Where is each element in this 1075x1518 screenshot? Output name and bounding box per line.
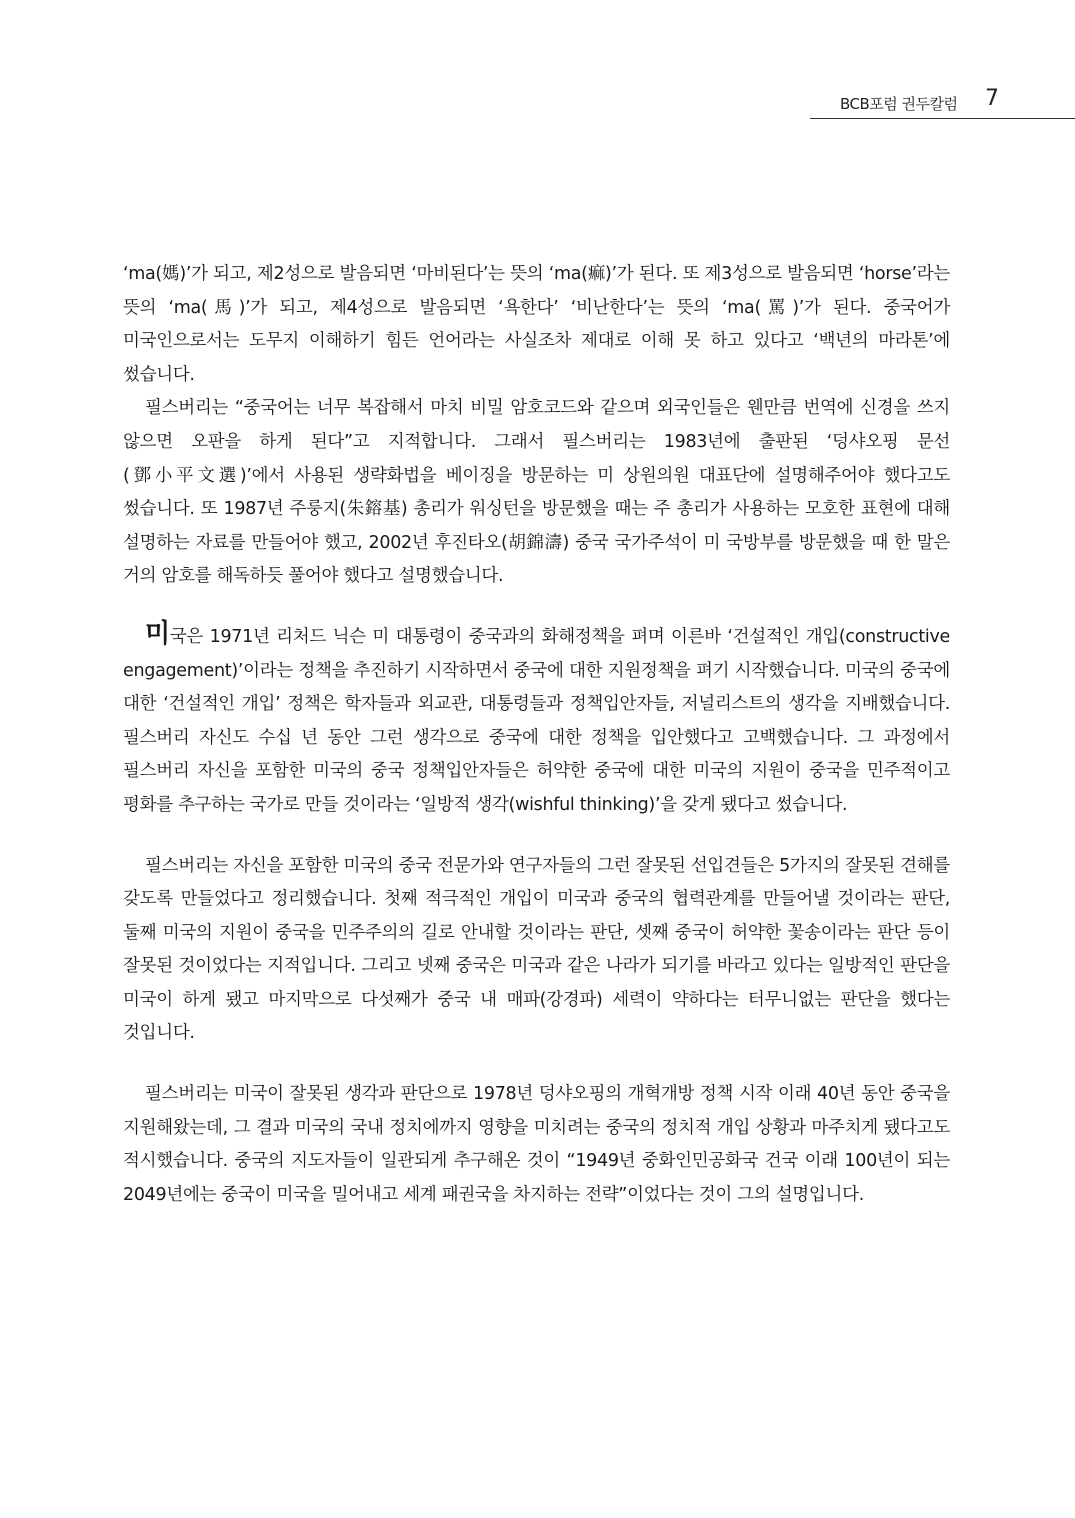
paragraph-1: ‘ma(媽)’가 되고, 제2성으로 발음되면 ‘마비된다’는 뜻의 ‘ma(痲)’가 된다. 또 제3성으로 발음되면 ‘horse’라는 뜻의 ‘ma(馬)’가 되고, 제4성으로 발음되면 ‘욕한다’ ‘비난한다’는 뜻의 ‘ma(罵)’가 된다. 중국어가 미국인으로서는 도무지 이해하기 힘든 언어라는 사실조차 제대로 이해 못 하고 있다고 ‘백년의 마라톤’에 썼습니다. (123, 264, 950, 385)
paragraph-3-text: 국은 1971년 리처드 닉슨 미 대통령이 중국과의 화해정책을 펴며 이른바 ‘건설적인 개입(constructive engagement)’이라는 정책을 추진하기 시작하면서 중국에 대한 지원정책을 펴기 시작했습니다. 미국의 중국에 대한 ‘건설적인 개입’ 정책은 학자들과 외교관, 대통령들과 정책입안자들, 저널리스트의 생각을 지배했습니다. 필스버리 자신도 수십 년 동안 그런 생각으로 중국에 대한 정책을 입안했다고 고백했습니다. 그 과정에서 필스버리 자신을 포함한 미국의 중국 정책입안자들은 허약한 중국에 대한 미국의 지원이 중국을 민주적이고 평화를 추구하는 국가로 만들 것이라는 ‘일방적 생각(wishful thinking)’을 갖게 됐다고 썼습니다. (123, 626, 950, 815)
article-body (123, 258, 950, 1212)
paragraph-4: 필스버리는 자신을 포함한 미국의 중국 전문가와 연구자들의 그런 잘못된 선입견들은 5가지의 잘못된 견해를 갖도록 만들었다고 정리했습니다. 첫째 적극적인 개입이 미국과 중국의 협력관계를 만들어낼 것이라는 판단, 둘째 미국의 지원이 중국을 민주주의의 길로 안내할 것이라는 판단, 셋째 중국이 허약한 꽃송이라는 판단 등이 잘못된 것이었다는 지적입니다. 그리고 넷째 중국은 미국과 같은 나라가 되기를 바라고 있다는 일방적인 판단을 미국이 하게 됐고 마지막으로 다섯째가 중국 내 매파(강경파) 세력이 약하다는 터무니없는 판단을 했다는 것입니다. (123, 855, 950, 1044)
column-title: BCB포럼 권두칼럼 (840, 95, 958, 113)
paragraph-5: 필스버리는 미국이 잘못된 생각과 판단으로 1978년 덩샤오핑의 개혁개방 정책 시작 이래 40년 동안 중국을 지원해왔는데, 그 결과 미국의 국내 정치에까지 영향을 미치려는 중국의 정치적 개입 상황과 마주치게 됐다고도 적시했습니다. 중국의 지도자들이 일관되게 추구해온 것이 “1949년 중화인민공화국 건국 이래 100년이 되는 2049년에는 중국이 미국을 밀어내고 세계 패권국을 차지하는 전략”이었다는 것이 그의 설명입니다. (123, 1084, 950, 1205)
drop-cap: 미 (145, 618, 170, 649)
paragraph-3 (123, 618, 950, 823)
paragraph-2: 필스버리는 “중국어는 너무 복잡해서 마치 비밀 암호코드와 같으며 외국인들은 웬만큼 번역에 신경을 쓰지 않으면 오판을 하게 된다”고 지적합니다. 그래서 필스버리는 1983년에 출판된 ‘덩샤오핑 문선(鄧小平文選)’에서 사용된 생략화법을 베이징을 방문하는 미 상원의원 대표단에 설명해주어야 했다고도 썼습니다. 또 1987년 주룽지(朱鎔基) 총리가 워싱턴을 방문했을 때는 주 총리가 사용하는 모호한 표현에 대해 설명하는 자료를 만들어야 했고, 2002년 후진타오(胡錦濤) 중국 국가주석이 미 국방부를 방문했을 때 한 말은 거의 암호를 해독하듯 풀어야 했다고 설명했습니다. (123, 398, 950, 587)
page-header (810, 86, 1075, 119)
page-number: 7 (985, 86, 999, 111)
